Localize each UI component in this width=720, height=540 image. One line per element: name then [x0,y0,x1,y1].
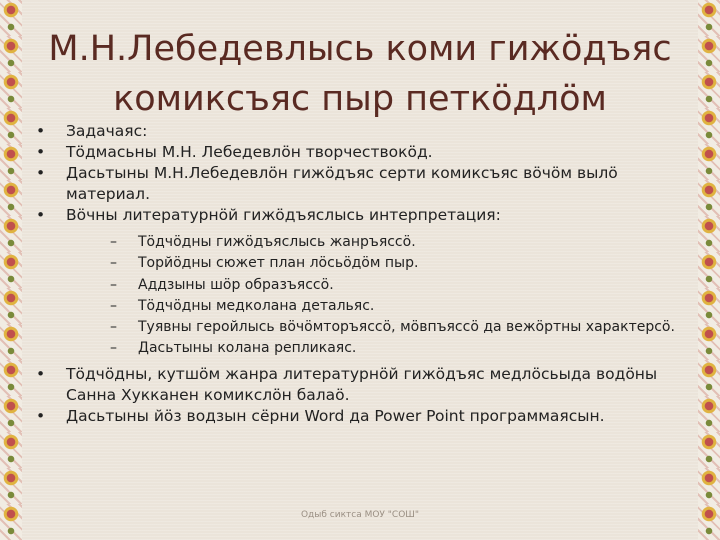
bullet-text: Дасьтыны йӧз водзын сёрни Word да Power Point программаясын. [66,406,605,425]
sub-item [32,338,686,359]
dash-icon: – [110,297,117,314]
sub-item-text: Аддзыны шӧр образъяссӧ. [138,276,334,293]
bullet-item [32,205,686,226]
bullet-icon: • [36,143,46,161]
bullet-item [32,121,686,142]
slide-title: М.Н.Лебедевлысь коми гижӧдъяс комиксъяс пыр петкӧдлӧм [48,29,672,119]
ornament-border-right [697,0,720,540]
slide-content [32,121,686,427]
sub-item-text: Дасьтыны колана репликаяс. [138,340,357,357]
bullet-item [32,142,686,163]
sub-item [32,296,686,317]
bullet-icon: • [36,406,46,425]
sub-list [32,232,686,360]
dash-icon: – [110,319,117,336]
bullet-icon: • [36,206,46,224]
bullet-item [32,163,686,205]
sub-item [32,253,686,274]
dash-icon: – [110,234,117,250]
bullet-text: Тӧдмасьны М.Н. Лебедевлӧн творчествокӧд. [66,143,433,161]
bullet-text: Вӧчны литературнӧй гижӧдъяслысь интерпретация: [66,206,501,224]
dash-icon: – [110,276,117,293]
sub-item-text: Торйӧдны сюжет план лӧсьӧдӧм пыр. [138,255,419,272]
dash-icon: – [110,340,117,357]
bullet-text: Дасьтыны М.Н.Лебедевлӧн гижӧдъяс серти комиксъяс вӧчӧм вылӧ материал. [66,164,618,203]
ornament-border-left [0,0,23,540]
dash-icon: – [110,255,117,272]
sub-item [32,275,686,296]
sub-item-text: Туявны геройлысь вӧчӧмторъяссӧ, мӧвпъяссӧ да вежӧртны характерсӧ. [138,319,675,336]
slide-footer: Одыб сиктса МОУ "СОШ" [300,510,420,520]
bullet-item [32,364,686,406]
bullet-item [32,406,686,427]
sub-item [32,232,686,253]
bullet-icon: • [36,164,46,182]
sub-item-text: Тӧдчӧдны гижӧдъяслысь жанръяссӧ. [138,234,416,250]
sub-item-text: Тӧдчӧдны медколана детальяс. [138,297,375,314]
bullet-text: Тӧдчӧдны, кутшӧм жанра литературнӧй гижӧдъяс медлӧсьыда водӧны Санна Хукканен комикслӧн балаӧ. [66,364,658,404]
slide [22,0,698,540]
bullet-text: Задачаяс: [66,122,148,140]
bullet-icon: • [36,122,46,140]
bullet-icon: • [36,364,46,383]
sub-item [32,317,686,338]
